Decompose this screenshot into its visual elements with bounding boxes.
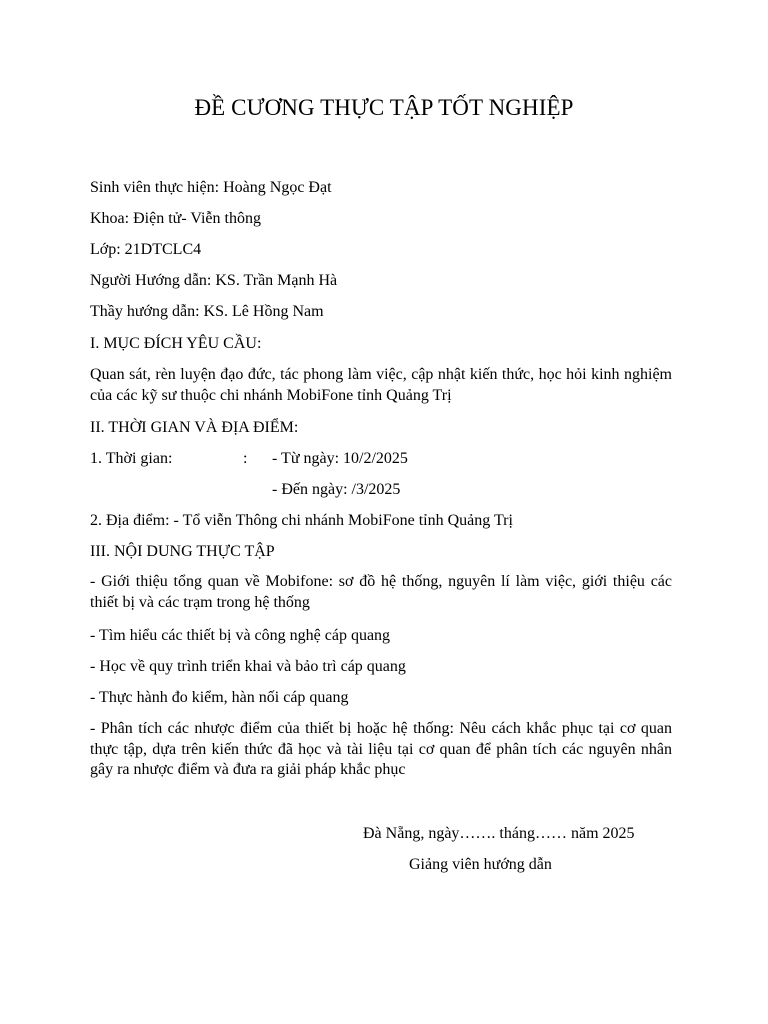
content-item: - Giới thiệu tổng quan về Mobifone: sơ đồ hệ thống, nguyên lí làm việc, giới thiệu các thiết bị và các trạm trong hệ thống: [90, 573, 672, 611]
student-line: Sinh viên thực hiện: Hoàng Ngọc Đạt: [90, 179, 332, 196]
time-label: 1. Thời gian:: [90, 450, 173, 467]
to-date: - Đến ngày: /3/2025: [272, 481, 401, 498]
advisor-line: Thầy hướng dẫn: KS. Lê Hồng Nam: [90, 303, 324, 320]
section-1-body: Quan sát, rèn luyện đạo đức, tác phong làm việc, cập nhật kiến thức, học hỏi kinh nghiệm của các kỹ sư thuộc chi nhánh MobiFone tỉnh Quảng Trị: [90, 366, 672, 404]
signature-date-line: Đà Nẵng, ngày……. tháng…… năm 2025: [363, 825, 635, 842]
signer-title: Giảng viên hướng dẫn: [409, 856, 552, 873]
content-item: - Tìm hiểu các thiết bị và công nghệ cáp quang: [90, 627, 391, 644]
class-line: Lớp: 21DTCLC4: [90, 241, 202, 258]
content-item: - Thực hành đo kiểm, hàn nối cáp quang: [90, 689, 349, 706]
from-date: - Từ ngày: 10/2/2025: [272, 450, 408, 467]
faculty-line: Khoa: Điện tử- Viễn thông: [90, 210, 261, 227]
time-colon: :: [243, 450, 248, 467]
section-1-heading: I. MỤC ĐÍCH YÊU CẦU:: [90, 335, 262, 352]
section-2-heading: II. THỜI GIAN VÀ ĐỊA ĐIỂM:: [90, 419, 299, 436]
section-3-heading: III. NỘI DUNG THỰC TẬP: [90, 543, 275, 560]
content-item: - Phân tích các nhược điểm của thiết bị hoặc hệ thống: Nêu cách khắc phục tại cơ quan thực tập, dựa trên kiến thức đã học và tài liệu tại cơ quan để phân tích các nguyên nhân gây ra nhược điểm và đưa ra giải pháp khắc phục: [90, 720, 672, 778]
location-line: 2. Địa điểm: - Tổ viễn Thông chi nhánh MobiFone tỉnh Quảng Trị: [90, 512, 513, 529]
content-item: - Học về quy trình triển khai và bảo trì cáp quang: [90, 658, 406, 675]
document-title: ĐỀ CƯƠNG THỰC TẬP TỐT NGHIỆP: [194, 95, 574, 120]
instructor-line: Người Hướng dẫn: KS. Trần Mạnh Hà: [90, 272, 338, 289]
